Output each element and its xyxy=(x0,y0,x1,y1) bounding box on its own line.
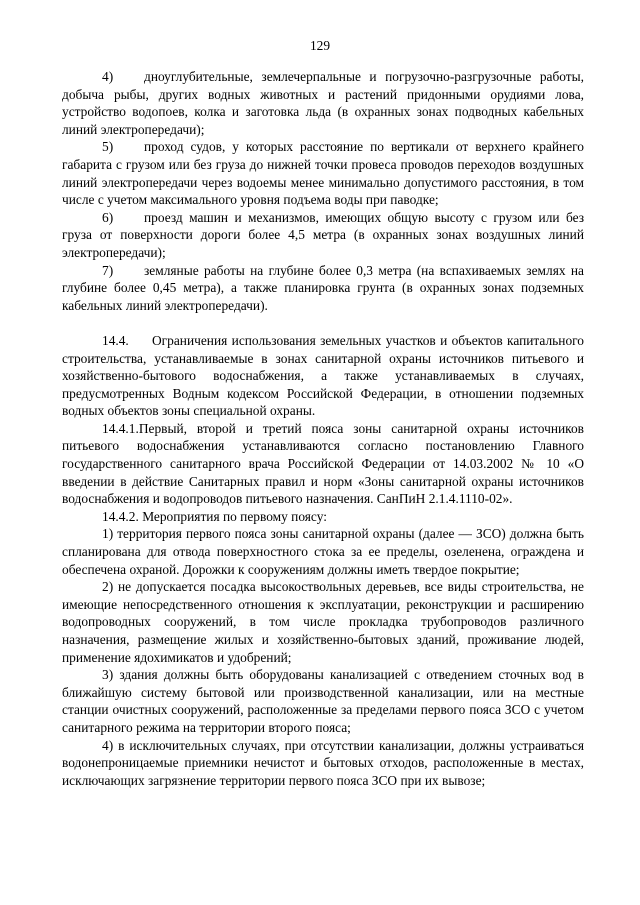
list-item: 4) в исключительных случаях, при отсутствии канализации, должны устраиваться водонепроницаемые приемники нечистот и бытовых отходов, расположенные в местах, исключающих загрязнение территории первого пояса ЗСО при их вывозе; xyxy=(62,737,584,788)
list-item: 4) дноуглубительные, землечерпальные и погрузочно-разгрузочные работы, добыча рыбы, других водных животных и растений придонными орудиями лова, устройство водопоев, колка и заготовка льда (в охранных зонах подводных кабельных линий электропередачи); xyxy=(62,69,584,137)
page-number: 129 xyxy=(309,38,331,53)
section-14-4-1: 14.4.1.Первый, второй и третий пояса зоны санитарной охраны источников питьевого водоснабжения устанавливаются согласно постановлению Главного государственного санитарного врача Российской Федерации от 14.03.2002 № 10 «О введении в действие Санитарных правил и норм «Зоны санитарной охраны источников водоснабжения и водопроводов питьевого назначения. СанПиН 2.1.4.1110-02». xyxy=(62,420,584,507)
section-14-4-2: 14.4.2. Мероприятия по первому поясу: xyxy=(102,508,327,524)
list-item: 3) здания должны быть оборудованы канализацией с отведением сточных вод в ближайшую систему бытовой или производственной канализации, или на местные станции очистных сооружений, расположенные за пределами первого пояса ЗСО с учетом санитарного режима на территории второго пояса; xyxy=(62,667,584,735)
list-item: 1) территория первого пояса зоны санитарной охраны (далее — ЗСО) должна быть спланирована для отвода поверхностного стока за ее пределы, озеленена, ограждена и обеспечена охраной. Дорожки к сооружениям должны иметь твердое покрытие; xyxy=(62,526,584,577)
section-14-4: 14.4. Ограничения использования земельных участков и объектов капитального строительства, устанавливаемые в зонах санитарной охраны источников питьевого и хозяйственно-бытового водоснабжения, а также устанавливаемых в случаях, предусмотренных Водным кодексом Российской Федерации, в отношении подземных водных объектов зоны специальной охраны. xyxy=(62,332,584,419)
page-content xyxy=(62,68,584,789)
list-item: 7) земляные работы на глубине более 0,3 метра (на вспахиваемых землях на глубине более 0,45 метра), а также планировка грунта (в охранных зонах подземных кабельных линий электропередачи). xyxy=(62,262,584,313)
list-item: 2) не допускается посадка высокоствольных деревьев, все виды строительства, не имеющие непосредственного отношения к эксплуатации, реконструкции и расширению водопроводных сооружений, в том числе прокладка трубопроводов различного назначения, размещение жилых и хозяйственно-бытовых зданий, проживание людей, применение ядохимикатов и удобрений; xyxy=(62,579,585,665)
list-item: 5) проход судов, у которых расстояние по вертикали от верхнего крайнего габарита с грузом или без груза до нижней точки провеса проводов переходов воздушных линий электропередачи через водоемы менее минимально допустимого расстояния, в том числе с учетом максимального уровня подъема воды при паводке; xyxy=(62,139,584,208)
list-item: 6) проезд машин и механизмов, имеющих общую высоту с грузом или без груза от поверхности дороги более 4,5 метра (в охранных зонах воздушных линий электропередачи); xyxy=(62,209,584,260)
paragraph-gap xyxy=(62,314,584,332)
